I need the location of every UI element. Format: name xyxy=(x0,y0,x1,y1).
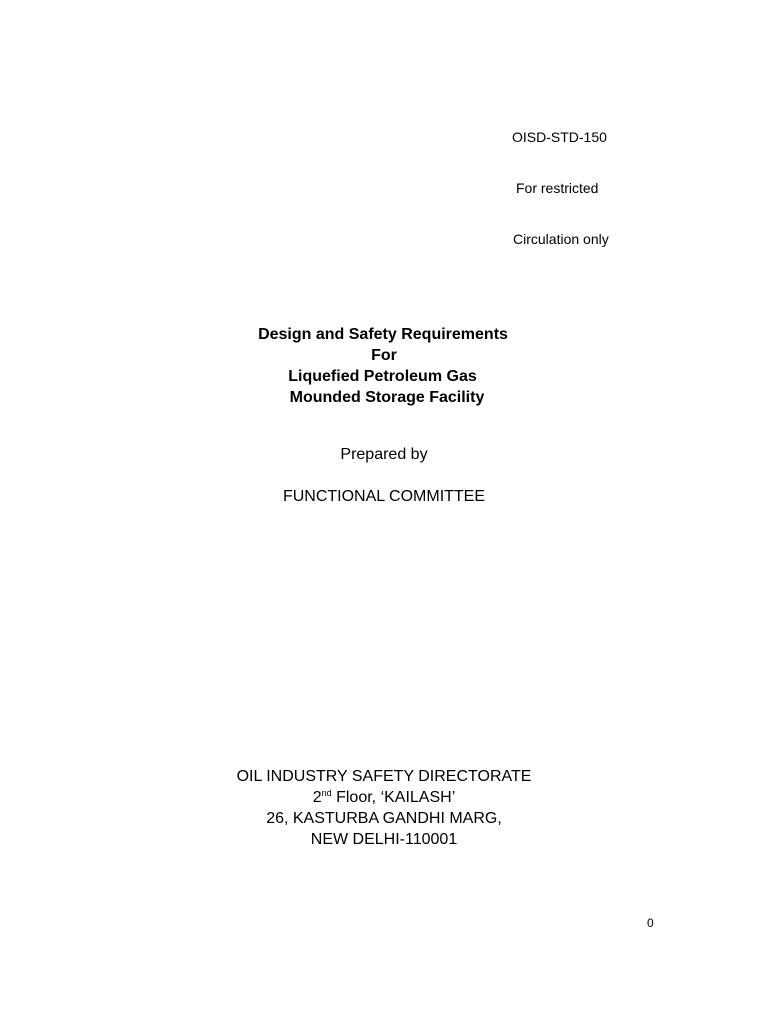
title-line-3: Liquefied Petroleum Gas xyxy=(288,368,477,385)
standard-code: OISD-STD-150 xyxy=(512,129,607,145)
floor-building: Floor, ‘KAILASH’ xyxy=(331,789,456,806)
address-block xyxy=(0,766,768,850)
title-line-4: Mounded Storage Facility xyxy=(289,389,485,406)
organization-name: OIL INDUSTRY SAFETY DIRECTORATE xyxy=(236,768,532,785)
restriction-line-2: Circulation only xyxy=(513,231,609,247)
address-street: 26, KASTURBA GANDHI MARG, xyxy=(266,810,502,827)
committee-name: FUNCTIONAL COMMITTEE xyxy=(282,488,486,505)
document-title xyxy=(0,324,768,408)
title-line-1: Design and Safety Requirements xyxy=(258,326,508,343)
document-code-block xyxy=(512,95,609,282)
address-city: NEW DELHI-110001 xyxy=(310,831,458,848)
prepared-by-label: Prepared by xyxy=(340,446,428,463)
title-line-2: For xyxy=(371,347,397,364)
address-floor xyxy=(0,787,768,808)
floor-number: 2 xyxy=(312,789,322,806)
restriction-line-1: For restricted xyxy=(516,180,599,196)
page-number: 0 xyxy=(647,916,654,930)
floor-suffix: nd xyxy=(321,788,332,798)
